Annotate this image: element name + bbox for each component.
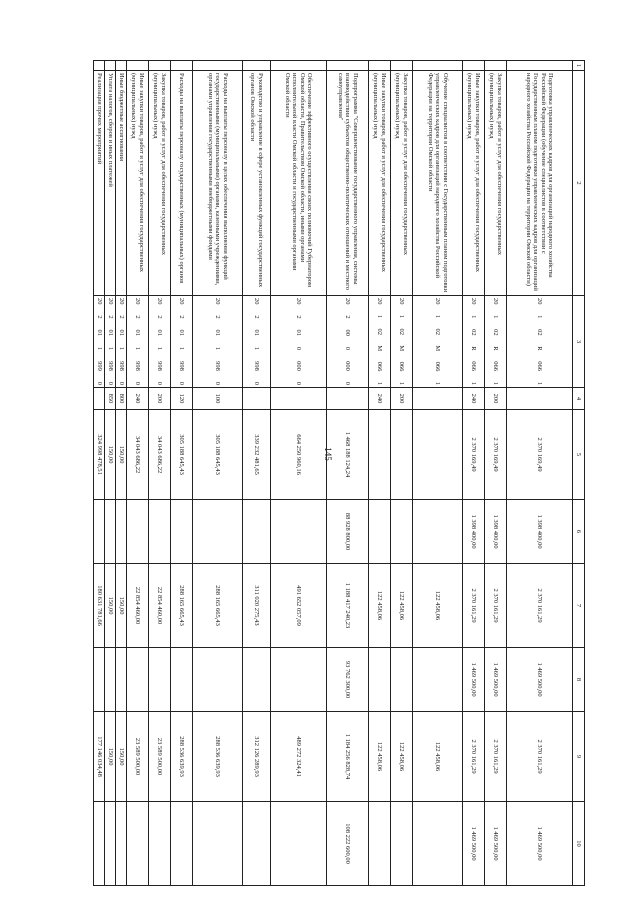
amount-c6 xyxy=(369,500,391,564)
amount-c7: 288 165 665,43 xyxy=(171,564,193,648)
row-index-cell xyxy=(243,61,271,71)
row-index-cell xyxy=(94,61,105,71)
page-number: 145 xyxy=(323,447,333,461)
row-code xyxy=(94,296,105,388)
code-part: 1 xyxy=(470,381,478,385)
row-index-cell xyxy=(271,61,327,71)
code-part: 066 xyxy=(470,361,478,372)
code-part: 0 xyxy=(214,381,222,385)
table-row xyxy=(127,61,149,886)
code-part: 998 xyxy=(134,361,142,371)
row-index-cell xyxy=(116,61,127,71)
row-index-cell xyxy=(171,61,193,71)
amount-c6: 88 928 800,00 xyxy=(327,500,369,564)
amount-c10 xyxy=(127,802,149,886)
amount-c4: 120 xyxy=(171,388,193,410)
amount-c8 xyxy=(127,648,149,712)
amount-c7: 491 652 057,09 xyxy=(271,564,327,648)
row-name: Закупка товаров, работ и услуг для обеспечения государственных (муниципальных) нужд xyxy=(391,71,413,296)
row-index-cell xyxy=(507,61,573,71)
row-index-cell xyxy=(485,61,507,71)
row-code xyxy=(507,296,573,388)
code-part: M xyxy=(398,345,406,352)
amount-c4: 200 xyxy=(485,388,507,410)
code-part: 2 xyxy=(134,315,142,319)
amount-c4: 240 xyxy=(463,388,485,410)
code-part: 01 xyxy=(178,329,186,337)
amount-c5: 305 188 645,43 xyxy=(171,410,193,500)
amount-c10 xyxy=(94,802,105,886)
header-cell: 5 xyxy=(573,410,585,500)
code-part: 998 xyxy=(117,361,125,371)
code-part: 998 xyxy=(106,361,114,371)
code-part: 1 xyxy=(398,314,406,319)
row-code xyxy=(485,296,507,388)
amount-c4 xyxy=(271,388,327,410)
code-part: 02 xyxy=(376,328,384,336)
code-part: R xyxy=(492,346,500,351)
code-part: 2 xyxy=(156,315,164,319)
amount-c8 xyxy=(391,648,413,712)
row-name: Иные закупки товаров, работ и услуг для обеспечения государственных (муниципальных) нужд xyxy=(127,71,149,296)
code-part: 20 xyxy=(344,298,352,305)
amount-c5: 150,00 xyxy=(116,410,127,500)
code-part: 20 xyxy=(398,298,406,305)
table-row xyxy=(171,61,193,886)
code-part: 000 xyxy=(344,361,352,371)
code-part: 1 xyxy=(253,346,261,351)
code-part: 01 xyxy=(134,329,142,337)
amount-c8: 1 469 500,00 xyxy=(507,648,573,712)
row-code xyxy=(327,296,369,388)
row-code xyxy=(127,296,149,388)
amount-c8: 1 469 500,00 xyxy=(463,648,485,712)
code-part: 1 xyxy=(376,314,384,319)
amount-c5: 2 370 169,49 xyxy=(485,410,507,500)
code-part: 000 xyxy=(295,361,303,371)
row-index-cell xyxy=(193,61,243,71)
code-part: 066 xyxy=(536,361,544,372)
amount-c10: 1 469 500,00 xyxy=(507,802,573,886)
amount-c6 xyxy=(171,500,193,564)
amount-c4 xyxy=(327,388,369,410)
amount-c5: 2 370 169,49 xyxy=(463,410,485,500)
amount-c6 xyxy=(243,500,271,564)
amount-c5: 664 250 960,16 xyxy=(271,410,327,500)
amount-c10: 1 469 500,00 xyxy=(485,802,507,886)
row-index-cell xyxy=(391,61,413,71)
table-row xyxy=(243,61,271,886)
row-index-cell xyxy=(413,61,463,71)
amount-c7: 150,00 xyxy=(116,564,127,648)
row-name: Иные бюджетные ассигнования xyxy=(116,71,127,296)
amount-c7: 288 165 665,43 xyxy=(193,564,243,648)
row-name: Подготовка управленческих кадров для организаций народного хозяйства Российской Федерации (обучение специалистов в соответствии с Государственным планом подготовки управленческих кадров для организаций народного хозяйства Российской Федерации на территории Омской области) xyxy=(507,71,573,296)
amount-c7: 2 370 161,29 xyxy=(463,564,485,648)
row-code xyxy=(391,296,413,388)
code-part: R xyxy=(470,346,478,351)
amount-c6 xyxy=(149,500,171,564)
table-row xyxy=(391,61,413,886)
code-part: R xyxy=(536,346,544,351)
row-name: Уплата налогов, сборов и иных платежей xyxy=(105,71,116,296)
amount-c10 xyxy=(105,802,116,886)
amount-c9: 122 458,06 xyxy=(413,712,463,802)
header-cell: 3 xyxy=(573,296,585,388)
table-row xyxy=(413,61,463,886)
table-row xyxy=(94,61,105,886)
row-name: Подпрограмма "Совершенствование государственного управления, системы взаимодействия субъектов общественно-политических отношений и местного самоуправления" xyxy=(327,71,369,296)
amount-c9: 288 536 639,93 xyxy=(193,712,243,802)
amount-c4: 240 xyxy=(369,388,391,410)
amount-c5: 305 188 645,43 xyxy=(193,410,243,500)
code-part: 20 xyxy=(253,298,261,305)
code-part: 01 xyxy=(156,329,164,337)
header-cell: 1 xyxy=(573,61,585,71)
amount-c8: 93 762 300,00 xyxy=(327,648,369,712)
row-code xyxy=(369,296,391,388)
amount-c8 xyxy=(369,648,391,712)
amount-c6 xyxy=(271,500,327,564)
amount-c7: 150,00 xyxy=(105,564,116,648)
amount-c8 xyxy=(94,648,105,712)
header-cell: 10 xyxy=(573,802,585,886)
amount-c8 xyxy=(413,648,463,712)
code-part: 998 xyxy=(253,361,261,371)
code-part: 1 xyxy=(214,346,222,351)
row-code xyxy=(463,296,485,388)
budget-table-rotated xyxy=(40,60,585,885)
code-part: 20 xyxy=(434,298,442,305)
code-part: 20 xyxy=(156,298,164,305)
code-part: 998 xyxy=(178,361,186,371)
code-part: 00 xyxy=(344,329,352,337)
code-part: 01 xyxy=(253,329,261,337)
amount-c5: 324 998 478,51 xyxy=(94,410,105,500)
code-part: 01 xyxy=(214,329,222,337)
code-part: 20 xyxy=(178,298,186,305)
amount-c10 xyxy=(116,802,127,886)
code-part: 2 xyxy=(253,315,261,319)
header-cell: 8 xyxy=(573,648,585,712)
amount-c4 xyxy=(243,388,271,410)
row-name: Реализация прочих мероприятий xyxy=(94,71,105,296)
row-name: Иные закупки товаров, работ и услуг для обеспечения государственных (муниципальных) нужд xyxy=(463,71,485,296)
code-part: 1 xyxy=(398,381,406,385)
code-part: 2 xyxy=(95,315,103,319)
code-part: 1 xyxy=(434,381,442,385)
amount-c6 xyxy=(193,500,243,564)
amount-c10 xyxy=(149,802,171,886)
amount-c5: 150,00 xyxy=(105,410,116,500)
amount-c5: 2 370 169,49 xyxy=(507,410,573,500)
amount-c6 xyxy=(127,500,149,564)
code-part: 0 xyxy=(295,381,303,385)
amount-c8 xyxy=(116,648,127,712)
row-code xyxy=(105,296,116,388)
code-part: M xyxy=(376,345,384,352)
amount-c8 xyxy=(171,648,193,712)
row-name: Обучение специалистов в соответствии с Государственным планом подготовки управленческих кадров для организаций народного хозяйства Российской Федерации на территории Омской области xyxy=(413,71,463,296)
code-part: 02 xyxy=(536,329,544,336)
amount-c6: 1 398 400,00 xyxy=(485,500,507,564)
code-part: 998 xyxy=(214,361,222,371)
code-part: 20 xyxy=(117,298,125,305)
code-part: 2 xyxy=(344,315,352,319)
code-part: 066 xyxy=(434,361,442,372)
amount-c6 xyxy=(105,500,116,564)
code-part: 1 xyxy=(376,381,384,385)
amount-c4: 200 xyxy=(149,388,171,410)
table-row xyxy=(271,61,327,886)
code-part: 2 xyxy=(178,315,186,319)
amount-c9: 2 370 161,29 xyxy=(463,712,485,802)
table-row xyxy=(463,61,485,886)
row-name: Обеспечение эффективного осуществления своих полномочий Губернатором Омской области, Правительством Омской области, иными органами исполнительной власти Омской области и государственными органами Омской области xyxy=(271,71,327,296)
amount-c7: 122 458,06 xyxy=(391,564,413,648)
amount-c8: 1 469 500,00 xyxy=(485,648,507,712)
code-part: 2 xyxy=(214,315,222,319)
code-part: 0 xyxy=(106,381,114,385)
table-row xyxy=(485,61,507,886)
table-row xyxy=(116,61,127,886)
amount-c9: 2 370 161,29 xyxy=(507,712,573,802)
amount-c5 xyxy=(413,410,463,500)
code-part: 02 xyxy=(492,329,500,336)
amount-c7: 1 188 417 240,23 xyxy=(327,564,369,648)
amount-c7: 311 020 275,43 xyxy=(243,564,271,648)
code-part: 20 xyxy=(376,298,384,305)
amount-c9: 23 589 500,00 xyxy=(127,712,149,802)
amount-c10 xyxy=(193,802,243,886)
amount-c5: 1 468 188 124,24 xyxy=(327,410,369,500)
table-row xyxy=(193,61,243,886)
row-index-cell xyxy=(327,61,369,71)
amount-c4: 800 xyxy=(116,388,127,410)
code-part: 01 xyxy=(295,329,303,337)
code-part: M xyxy=(434,345,442,352)
code-part: 02 xyxy=(434,328,442,336)
amount-c10 xyxy=(391,802,413,886)
header-cell: 6 xyxy=(573,500,585,564)
amount-c9: 2 370 161,29 xyxy=(485,712,507,802)
row-name: Закупка товаров, работ и услуг для обеспечения государственных (муниципальных) нужд xyxy=(485,71,507,296)
amount-c6 xyxy=(413,500,463,564)
code-part: 1 xyxy=(95,346,103,351)
amount-c5 xyxy=(369,410,391,500)
amount-c8 xyxy=(193,648,243,712)
amount-c9: 150,00 xyxy=(116,712,127,802)
row-code xyxy=(171,296,193,388)
code-part: 0 xyxy=(134,381,142,385)
row-code xyxy=(149,296,171,388)
table-row xyxy=(105,61,116,886)
header-row xyxy=(573,61,585,886)
amount-c8 xyxy=(105,648,116,712)
amount-c6 xyxy=(391,500,413,564)
code-part: 1 xyxy=(470,315,478,319)
code-part: 02 xyxy=(470,329,478,336)
code-part: 20 xyxy=(134,298,142,305)
amount-c7: 2 370 161,29 xyxy=(507,564,573,648)
amount-c10 xyxy=(243,802,271,886)
amount-c4 xyxy=(507,388,573,410)
amount-c9: 312 126 289,93 xyxy=(243,712,271,802)
amount-c7: 2 370 161,29 xyxy=(485,564,507,648)
code-part: 1 xyxy=(106,346,114,351)
row-name: Расходы на выплаты персоналу в целях обеспечения выполнения функций государственными (муниципальными) органами, казенными учреждениями, органами управления государственными внебюджетными фондами xyxy=(193,71,243,296)
code-part: 066 xyxy=(492,361,500,372)
amount-c7: 122 458,06 xyxy=(413,564,463,648)
row-index-cell xyxy=(149,61,171,71)
code-part: 0 xyxy=(95,381,103,385)
code-part: 02 xyxy=(398,328,406,336)
code-part: 1 xyxy=(156,346,164,351)
code-part: 0 xyxy=(178,381,186,385)
header-cell: 7 xyxy=(573,564,585,648)
amount-c9: 1 184 256 828,74 xyxy=(327,712,369,802)
amount-c10 xyxy=(171,802,193,886)
row-index-cell xyxy=(463,61,485,71)
code-part: 1 xyxy=(117,346,125,351)
header-cell: 9 xyxy=(573,712,585,802)
code-part: 1 xyxy=(492,315,500,319)
table-body xyxy=(94,61,573,886)
code-part: 01 xyxy=(95,329,103,337)
amount-c9: 177 146 034,48 xyxy=(94,712,105,802)
code-part: 1 xyxy=(536,381,544,385)
header-cell: 4 xyxy=(573,388,585,410)
table-row xyxy=(369,61,391,886)
amount-c4: 200 xyxy=(391,388,413,410)
code-part: 066 xyxy=(398,361,406,372)
amount-c6 xyxy=(94,500,105,564)
code-part: 01 xyxy=(117,329,125,337)
code-part: 0 xyxy=(253,381,261,385)
code-part: 20 xyxy=(470,298,478,305)
amount-c7: 180 631 781,66 xyxy=(94,564,105,648)
budget-table xyxy=(93,60,585,886)
table-row xyxy=(507,61,573,886)
amount-c6: 1 398 400,00 xyxy=(463,500,485,564)
amount-c8 xyxy=(271,648,327,712)
amount-c4 xyxy=(94,388,105,410)
amount-c9: 23 589 500,00 xyxy=(149,712,171,802)
row-index-cell xyxy=(127,61,149,71)
code-part: 01 xyxy=(106,329,114,337)
code-part: 2 xyxy=(295,315,303,319)
amount-c6: 1 398 400,00 xyxy=(507,500,573,564)
amount-c4: 850 xyxy=(105,388,116,410)
table-row xyxy=(149,61,171,886)
amount-c10: 1 469 500,00 xyxy=(463,802,485,886)
amount-c9: 122 458,06 xyxy=(391,712,413,802)
amount-c9: 150,00 xyxy=(105,712,116,802)
code-part: 1 xyxy=(434,314,442,319)
amount-c8 xyxy=(149,648,171,712)
code-part: 0 xyxy=(117,381,125,385)
amount-c5: 339 232 481,65 xyxy=(243,410,271,500)
code-part: 998 xyxy=(156,361,164,371)
code-part: 0 xyxy=(344,346,352,351)
code-part: 20 xyxy=(95,298,103,305)
amount-c5 xyxy=(391,410,413,500)
code-part: 1 xyxy=(134,346,142,351)
row-name: Расходы на выплаты персоналу государственных (муниципальных) органов xyxy=(171,71,193,296)
amount-c10 xyxy=(271,802,327,886)
code-part: 0 xyxy=(344,381,352,385)
amount-c7: 22 854 460,00 xyxy=(127,564,149,648)
amount-c4: 100 xyxy=(193,388,243,410)
amount-c7: 122 458,06 xyxy=(369,564,391,648)
code-part: 20 xyxy=(536,298,544,305)
code-part: 1 xyxy=(492,381,500,385)
row-code xyxy=(271,296,327,388)
code-part: 20 xyxy=(214,298,222,305)
code-part: 20 xyxy=(106,298,114,305)
row-name: Руководство и управление в сфере установленных функций государственных органов Омской области xyxy=(243,71,271,296)
amount-c4: 240 xyxy=(127,388,149,410)
amount-c7: 22 854 460,00 xyxy=(149,564,171,648)
amount-c10 xyxy=(369,802,391,886)
row-code xyxy=(116,296,127,388)
amount-c4 xyxy=(413,388,463,410)
header-cell: 2 xyxy=(573,71,585,296)
row-index-cell xyxy=(369,61,391,71)
row-name: Иные закупки товаров, работ и услуг для обеспечения государственных (муниципальных) нужд xyxy=(369,71,391,296)
code-part: 0 xyxy=(156,381,164,385)
code-part: 1 xyxy=(536,315,544,319)
code-part: 2 xyxy=(117,315,125,319)
code-part: 20 xyxy=(295,298,303,305)
amount-c8 xyxy=(243,648,271,712)
amount-c9: 288 536 639,93 xyxy=(171,712,193,802)
code-part: 20 xyxy=(492,298,500,305)
amount-c5: 34 043 686,22 xyxy=(149,410,171,500)
row-index-cell xyxy=(105,61,116,71)
table-row xyxy=(327,61,369,886)
amount-c6 xyxy=(116,500,127,564)
row-code xyxy=(193,296,243,388)
code-part: 999 xyxy=(95,361,103,371)
row-code xyxy=(413,296,463,388)
code-part: 066 xyxy=(376,361,384,372)
amount-c10 xyxy=(413,802,463,886)
amount-c9: 122 458,06 xyxy=(369,712,391,802)
amount-c10: 108 222 600,00 xyxy=(327,802,369,886)
code-part: 2 xyxy=(106,315,114,319)
code-part: 0 xyxy=(295,346,303,351)
amount-c5: 34 043 686,22 xyxy=(127,410,149,500)
code-part: 1 xyxy=(178,346,186,351)
row-code xyxy=(243,296,271,388)
amount-c9: 489 272 324,41 xyxy=(271,712,327,802)
row-name: Закупка товаров, работ и услуг для обеспечения государственных (муниципальных) нужд xyxy=(149,71,171,296)
